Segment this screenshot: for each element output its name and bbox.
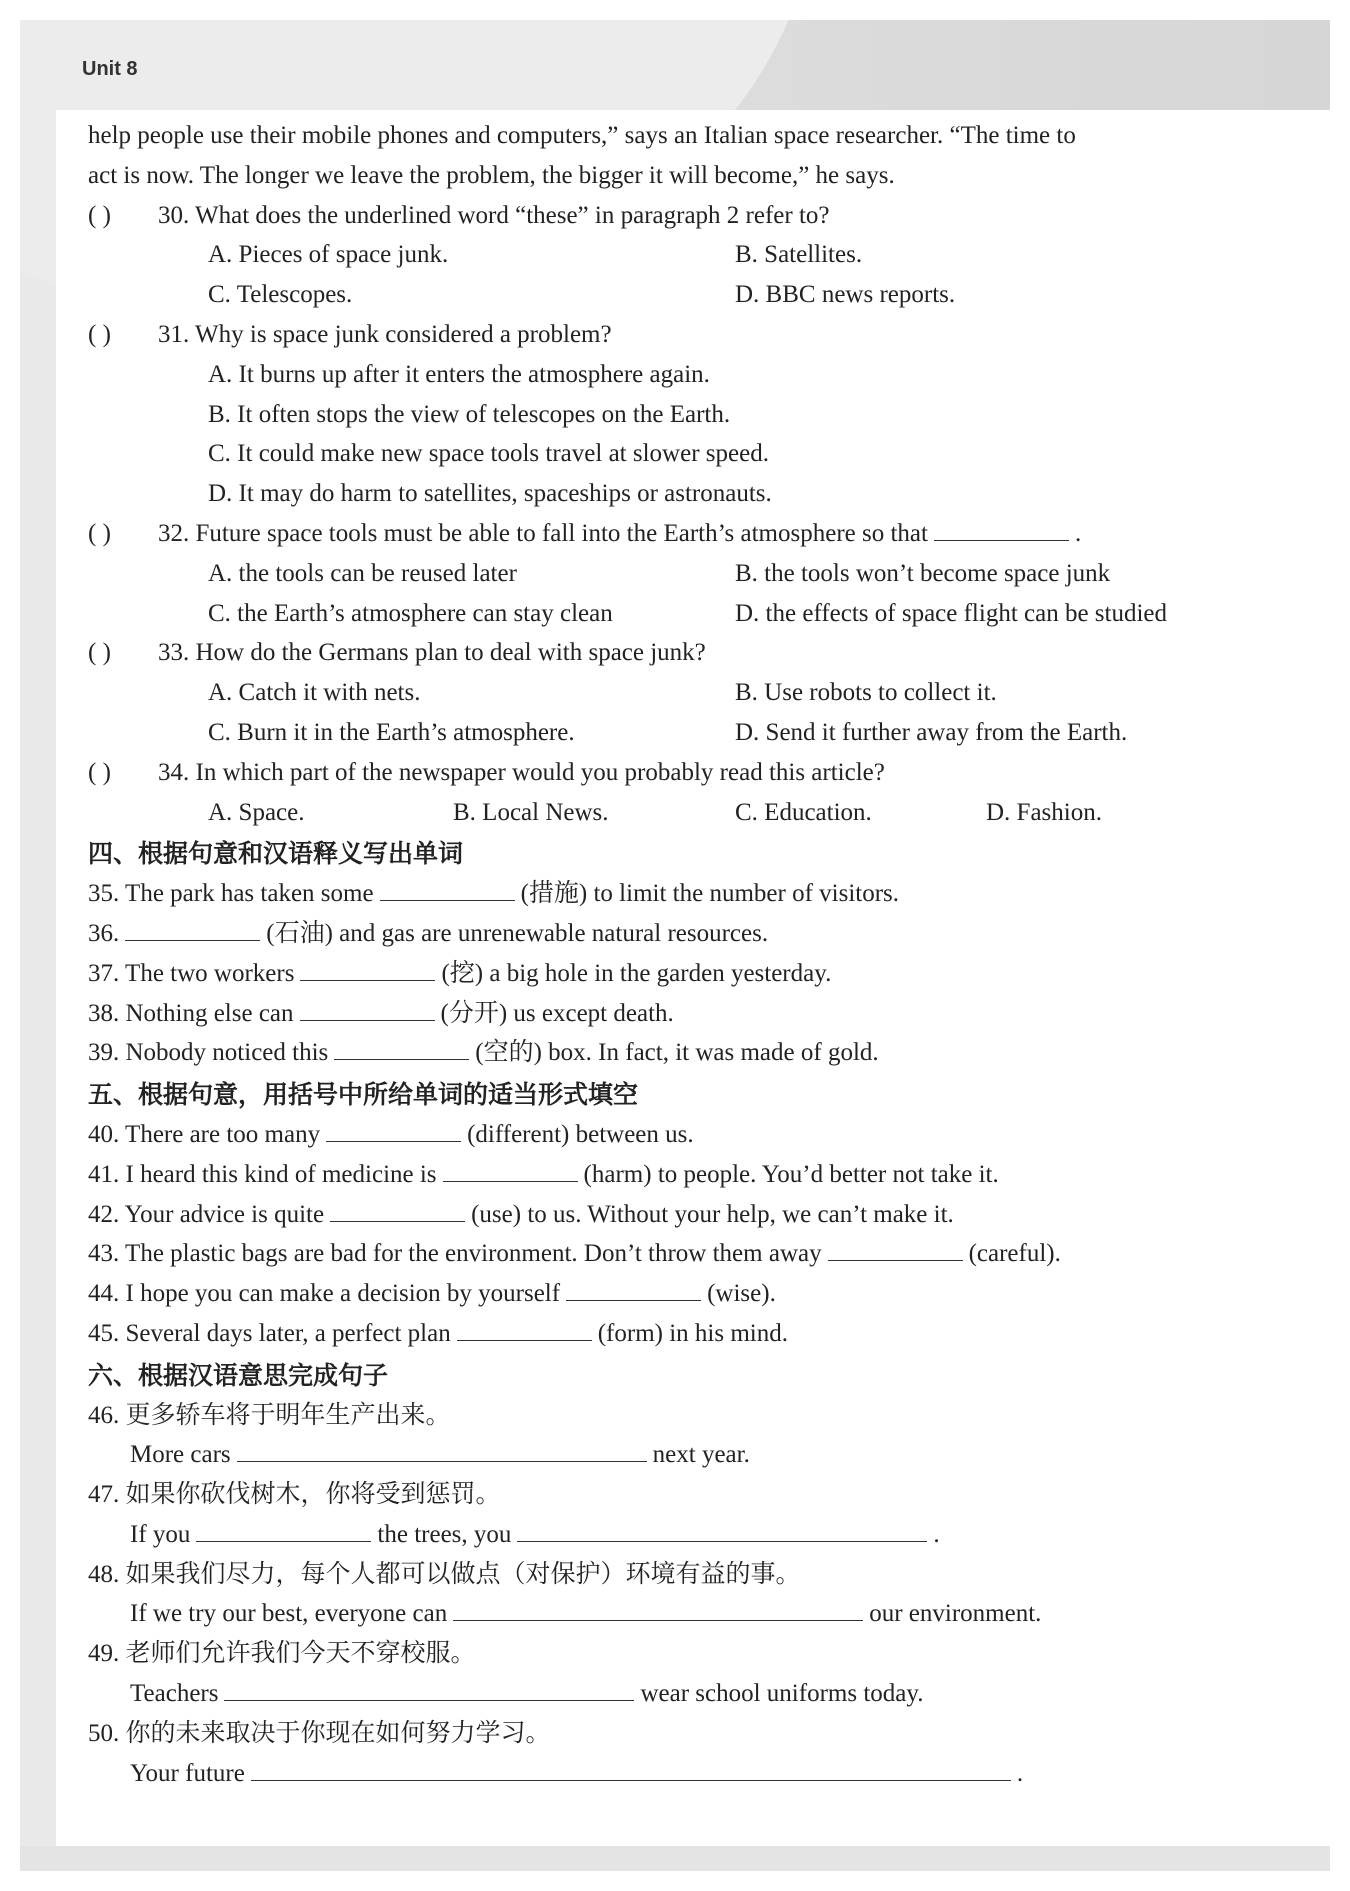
worksheet-content [88, 116, 1248, 1793]
item-text: (分开) us except death. [440, 999, 674, 1027]
unit-label: Unit 8 [82, 58, 138, 80]
item-text: 36. [88, 919, 120, 947]
answer-blank[interactable] [517, 1519, 927, 1542]
item-text: If we try our best, everyone can [130, 1600, 448, 1628]
item-text: . [933, 1520, 940, 1548]
answer-blank[interactable] [380, 878, 515, 901]
section-5-title: 五、根据句意，用括号中所给单词的适当形式填空 [88, 1080, 639, 1110]
item-35 [88, 874, 1248, 914]
answer-blank[interactable] [196, 1519, 371, 1542]
item-39 [88, 1033, 1248, 1073]
item-text: 38. Nothing else can [88, 999, 294, 1027]
question-33 [88, 633, 1248, 673]
item-text: wear school uniforms today. [640, 1680, 924, 1708]
item-44 [88, 1274, 1248, 1314]
item-text: Your future [130, 1759, 245, 1787]
item-text: (wise). [707, 1280, 776, 1308]
answer-blank[interactable] [251, 1758, 1011, 1781]
question-31 [88, 315, 1248, 355]
answer-paren[interactable]: ( ) [88, 639, 111, 667]
item-text: 40. There are too many [88, 1120, 321, 1148]
answer-paren[interactable]: ( ) [88, 201, 111, 229]
item-49-english [88, 1674, 1248, 1714]
option-row [88, 395, 1248, 435]
option-d: D. Fashion. [986, 798, 1102, 826]
item-text: (挖) a big hole in the garden yesterday. [441, 959, 832, 987]
option-c: C. Burn it in the Earth’s atmosphere. [208, 718, 575, 746]
item-38 [88, 994, 1248, 1034]
question-text: 33. How do the Germans plan to deal with space junk? [158, 639, 706, 667]
answer-blank[interactable] [443, 1159, 578, 1182]
answer-blank[interactable] [224, 1678, 634, 1701]
option-c: C. It could make new space tools travel at slower speed. [208, 440, 769, 468]
item-41 [88, 1155, 1248, 1195]
answer-blank[interactable] [326, 1119, 461, 1142]
item-text: 42. Your advice is quite [88, 1200, 325, 1228]
item-text: 37. The two workers [88, 959, 295, 987]
option-b: B. Use robots to collect it. [735, 679, 997, 707]
item-text: . [1016, 1759, 1024, 1787]
option-c: C. Education. [735, 798, 872, 826]
answer-blank[interactable] [300, 998, 435, 1021]
item-text: (different) between us. [467, 1120, 694, 1148]
item-36 [88, 914, 1248, 954]
option-row [88, 474, 1248, 514]
item-37 [88, 954, 1248, 994]
item-text: If you [130, 1520, 191, 1548]
option-a: A. Space. [208, 798, 305, 826]
answer-blank[interactable] [237, 1439, 647, 1462]
item-42 [88, 1195, 1248, 1235]
option-a: A. It burns up after it enters the atmosphere again. [208, 360, 710, 388]
item-text: 39. Nobody noticed this [88, 1039, 329, 1067]
answer-blank[interactable] [566, 1278, 701, 1301]
option-a: A. the tools can be reused later [208, 559, 517, 587]
option-row [88, 275, 1248, 315]
item-47-chinese: 47. 如果你砍伐树木，你将受到惩罚。 [88, 1481, 501, 1509]
item-text: (harm) to people. You’d better not take it. [583, 1160, 999, 1188]
item-48-english [88, 1594, 1248, 1634]
item-45 [88, 1314, 1248, 1354]
item-text: (措施) to limit the number of visitors. [520, 880, 900, 908]
answer-paren[interactable]: ( ) [88, 320, 111, 348]
question-32 [88, 514, 1248, 554]
option-a: A. Catch it with nets. [208, 679, 421, 707]
item-49-chinese: 49. 老师们允许我们今天不穿校服。 [88, 1640, 476, 1668]
item-text: Teachers [130, 1680, 219, 1708]
question-30 [88, 196, 1248, 236]
item-50-chinese: 50. 你的未来取决于你现在如何努力学习。 [88, 1719, 551, 1747]
question-text: 34. In which part of the newspaper would you probably read this article? [158, 758, 885, 786]
item-40 [88, 1115, 1248, 1155]
item-text: (空的) box. In fact, it was made of gold. [475, 1039, 879, 1067]
item-text: 41. I heard this kind of medicine is [88, 1160, 437, 1188]
item-50-english [88, 1754, 1248, 1794]
option-row [88, 235, 1248, 275]
item-text: next year. [652, 1441, 750, 1469]
footer-band [20, 1846, 1330, 1871]
option-c: C. the Earth’s atmosphere can stay clean [208, 599, 613, 627]
answer-blank[interactable] [330, 1199, 465, 1222]
option-row [88, 434, 1248, 474]
question-34 [88, 753, 1248, 793]
answer-blank[interactable] [300, 958, 435, 981]
answer-blank[interactable] [334, 1037, 469, 1060]
item-text: (石油) and gas are unrenewable natural resources. [266, 919, 769, 947]
item-text: the trees, you [377, 1520, 512, 1548]
item-text: (form) in his mind. [597, 1319, 788, 1347]
answer-blank[interactable] [934, 518, 1069, 541]
item-43 [88, 1234, 1248, 1274]
option-b: B. the tools won’t become space junk [735, 559, 1111, 587]
item-46-chinese: 46. 更多轿车将于明年生产出来。 [88, 1401, 451, 1429]
option-d: D. the effects of space flight can be studied [735, 599, 1168, 627]
option-d: D. BBC news reports. [735, 281, 956, 309]
answer-paren[interactable]: ( ) [88, 758, 111, 786]
option-d: D. Send it further away from the Earth. [735, 718, 1128, 746]
item-text: (careful). [968, 1240, 1061, 1268]
option-row [88, 793, 1248, 833]
item-text: our environment. [869, 1600, 1042, 1628]
answer-blank[interactable] [125, 918, 260, 941]
option-b: B. Local News. [453, 798, 609, 826]
item-text: 44. I hope you can make a decision by yourself [88, 1280, 561, 1308]
section-4-title: 四、根据句意和汉语释义写出单词 [88, 839, 464, 869]
option-c: C. Telescopes. [208, 281, 353, 309]
item-text: (use) to us. Without your help, we can’t make it. [471, 1200, 954, 1228]
question-text: 31. Why is space junk considered a problem? [158, 320, 612, 348]
option-row [88, 554, 1248, 594]
option-row [88, 594, 1248, 634]
option-row [88, 673, 1248, 713]
answer-blank[interactable] [828, 1238, 963, 1261]
passage-line: act is now. The longer we leave the problem, the bigger it will become,” he says. [88, 161, 895, 189]
item-46-english [88, 1435, 1248, 1475]
item-text: More cars [130, 1441, 231, 1469]
option-row [88, 355, 1248, 395]
item-text: 43. The plastic bags are bad for the environment. Don’t throw them away [88, 1240, 822, 1268]
item-text: 45. Several days later, a perfect plan [88, 1319, 451, 1347]
question-text: 30. What does the underlined word “these” in paragraph 2 refer to? [158, 201, 830, 229]
option-b: B. It often stops the view of telescopes on the Earth. [208, 400, 731, 428]
question-text: 32. Future space tools must be able to fall into the Earth’s atmosphere so that [158, 519, 928, 547]
option-row [88, 713, 1248, 753]
option-b: B. Satellites. [735, 241, 863, 269]
item-47-english [88, 1515, 1248, 1555]
item-48-chinese: 48. 如果我们尽力，每个人都可以做点（对保护）环境有益的事。 [88, 1560, 801, 1588]
period: . [1074, 519, 1082, 547]
section-6-title: 六、根据汉语意思完成句子 [88, 1360, 389, 1390]
option-a: A. Pieces of space junk. [208, 241, 449, 269]
option-d: D. It may do harm to satellites, spaceships or astronauts. [208, 480, 772, 508]
answer-paren[interactable]: ( ) [88, 519, 111, 547]
answer-blank[interactable] [453, 1598, 863, 1621]
passage-line: help people use their mobile phones and computers,” says an Italian space researcher. “The time to [88, 122, 1076, 149]
answer-blank[interactable] [457, 1318, 592, 1341]
item-text: 35. The park has taken some [88, 880, 374, 908]
